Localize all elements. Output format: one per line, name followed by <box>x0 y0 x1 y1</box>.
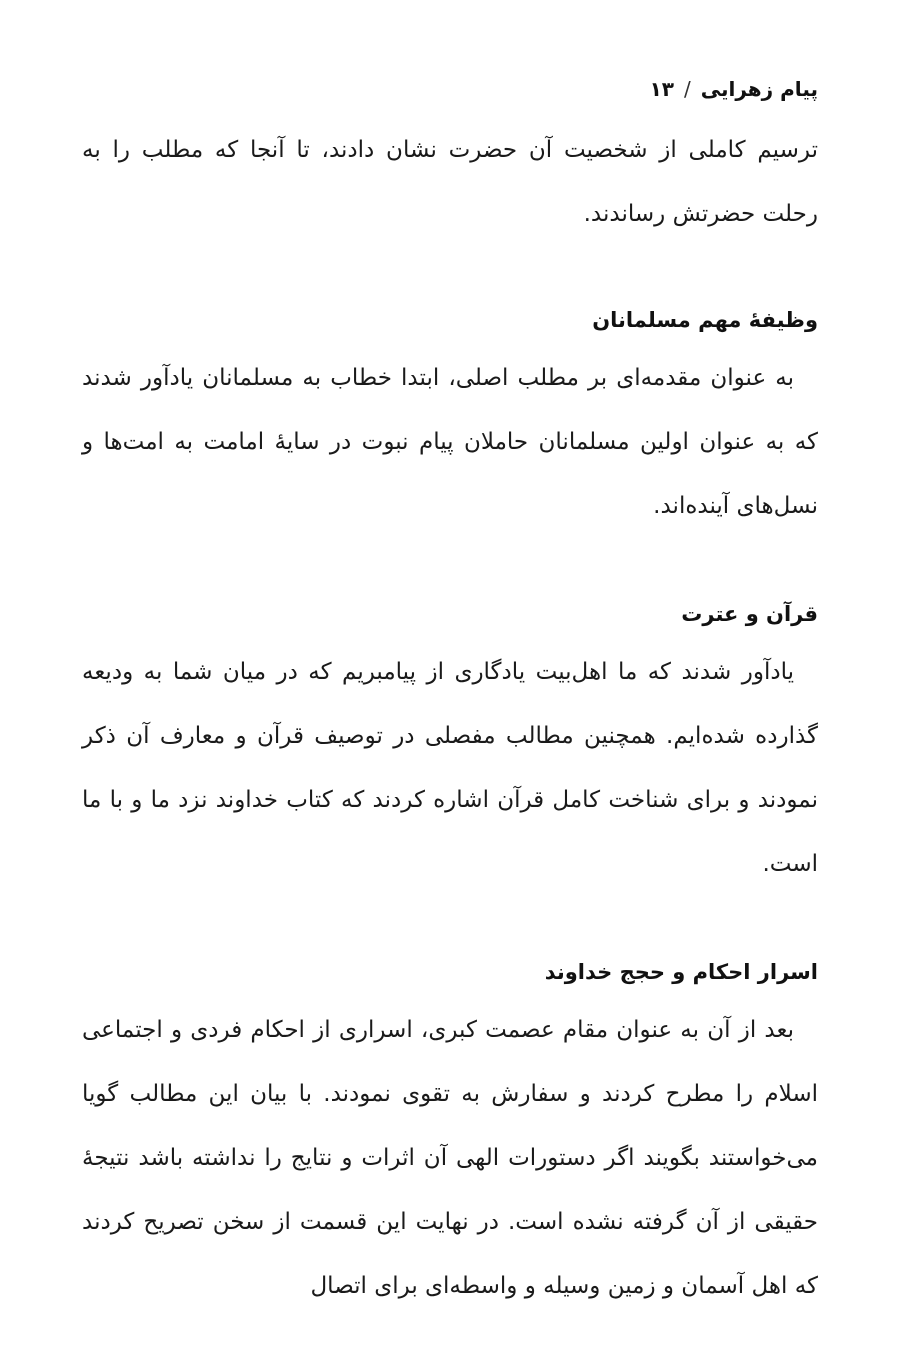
section-paragraph-secrets-of-rulings: بعد از آن به عنوان مقام عصمت کبری، اسراری از احکام فردی و اجتماعی اسلام را مطرح کردند و سفارش به تقوی نمودند. با بیان این مطالب گویا می‌خواستند بگویند اگر دستورات الهی آن اثرات و نتایج را نداشته باشد نتیجهٔ حقیقی از آن گرفته نشده است. در نهایت این قسمت از سخن تصریح کردند که اهل آسمان و زمین وسیله و واسطه‌ای برای اتصال <box>82 1017 818 1299</box>
section-heading-quran-itrat: قرآن و عترت <box>681 602 818 626</box>
section-heading-secrets-of-rulings: اسرار احکام و حجج خداوند <box>544 960 818 984</box>
section-paragraph-quran-itrat: یادآور شدند که ما اهل‌بیت یادگاری از پیامبریم که در میان شما به ودیعه گذارده شده‌ایم. همچنین مطالب مفصلی در توصیف قرآن و معارف آن ذکر نمودند و برای شناخت کامل قرآن اشاره کردند که کتاب خداوند نزد ما و با ما است. <box>82 659 818 877</box>
book-title: پیام زهرایی <box>700 77 818 101</box>
section-heading-muslims-duty: وظیفهٔ مهم مسلمانان <box>592 308 818 332</box>
page-number: ۱۳ <box>649 77 675 101</box>
section-paragraph-muslims-duty: به عنوان مقدمه‌ای بر مطلب اصلی، ابتدا خطاب به مسلمانان یادآور شدند که به عنوان اولین مسلمانان حاملان پیام نبوت در سایهٔ امامت به امت‌ها و نسل‌های آینده‌اند. <box>82 365 818 519</box>
header-separator: / <box>684 77 691 101</box>
running-header <box>82 72 818 106</box>
intro-paragraph: ترسیم کاملی از شخصیت آن حضرت نشان دادند، تا آنجا که مطلب را به رحلت حضرتش رساندند. <box>82 137 818 227</box>
